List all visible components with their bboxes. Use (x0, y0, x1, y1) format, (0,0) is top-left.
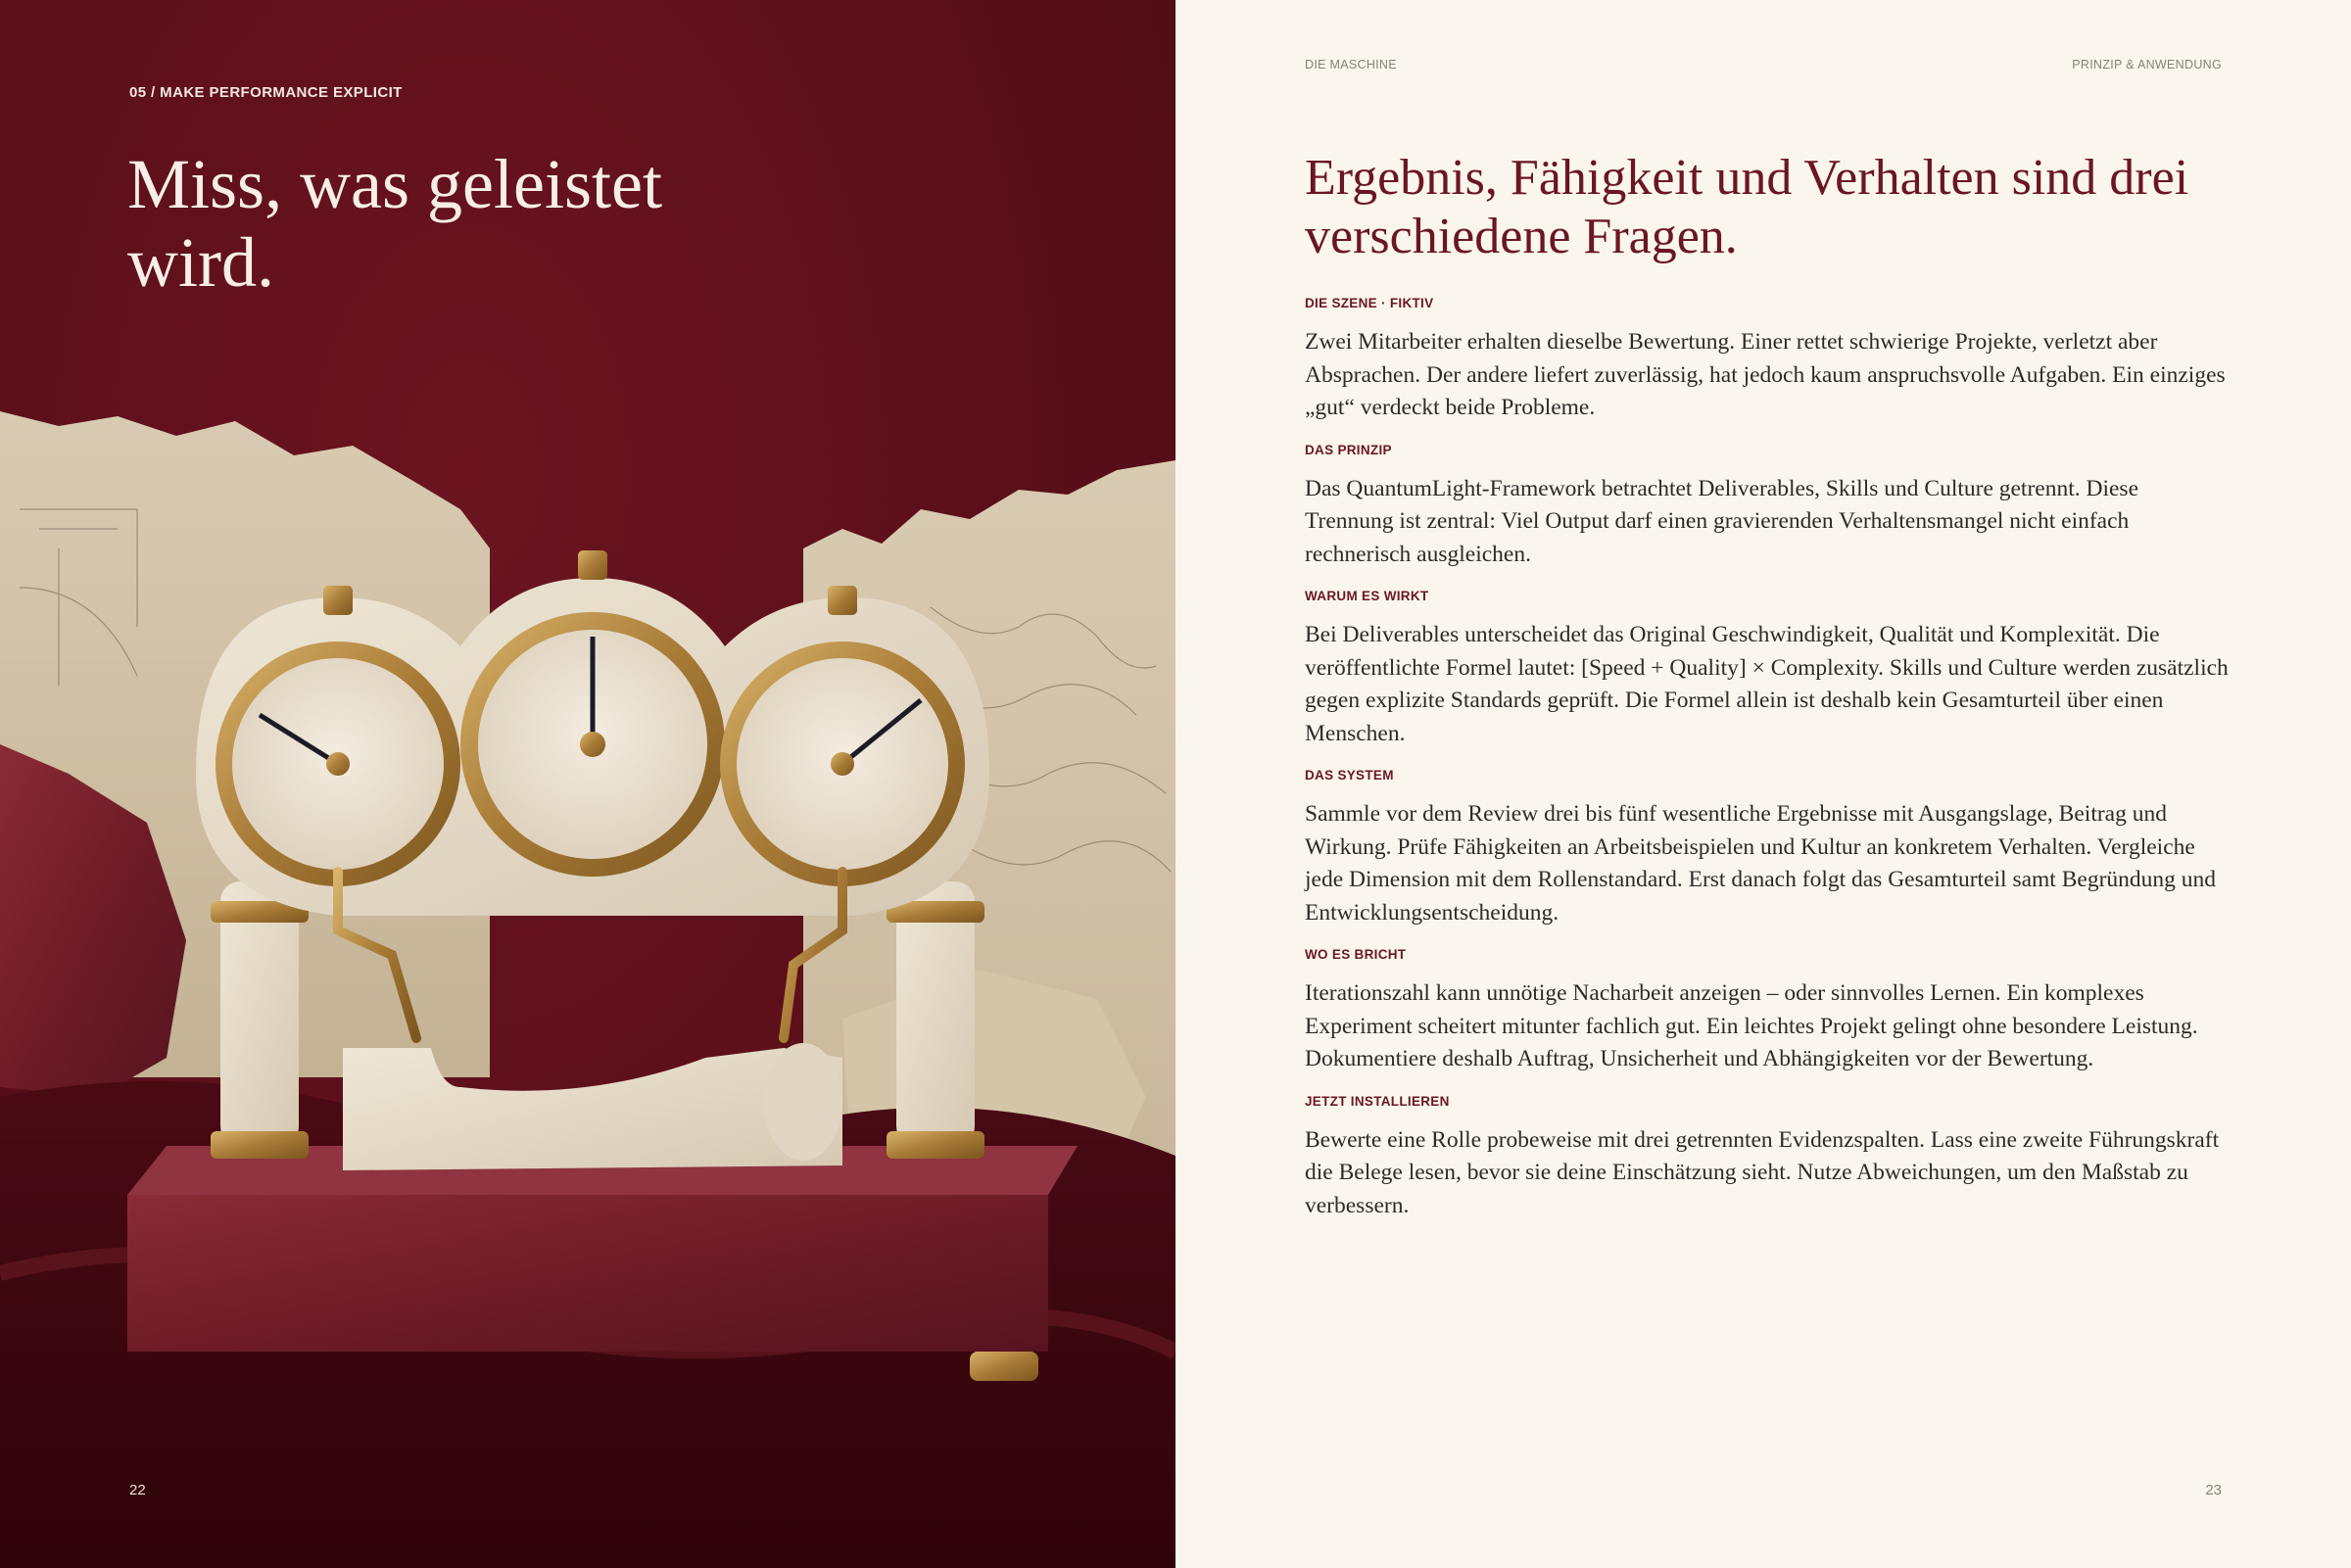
section-label: DAS PRINZIP (1305, 442, 1392, 457)
section-label: DAS SYSTEM (1305, 768, 1394, 783)
gauge-right (720, 641, 965, 886)
section-body: Bei Deliverables unterscheidet das Original Geschwindigkeit, Qualität und Komplexität. Die veröffentlichte Formel lautet: [Speed + Quality] × Complexity. Skills und Culture werden zusätzlich gegen explizite Standards geprüft. Die Formel allein ist deshalb kein Gesamturteil über einen Menschen. (1305, 622, 2229, 746)
page-number-left: 22 (129, 1482, 146, 1498)
section-body: Das QuantumLight-Framework betrachtet Deliverables, Skills und Culture getrennt. Diese Trennung ist zentral: Viel Output darf einen gravierenden Verhaltensmangel nicht einfach rechnerisch ausgleichen. (1305, 475, 2139, 567)
running-head-right: PRINZIP & ANWENDUNG (2072, 58, 2222, 71)
section-system (1305, 768, 2230, 929)
section-label: WO ES BRICHT (1305, 947, 1407, 962)
chapter-headline: Miss, was geleistet wird. (127, 145, 662, 302)
section-principle (1305, 443, 2230, 572)
section-body: Bewerte eine Rolle probeweise mit drei getrennten Evidenzspalten. Lass eine zweite Führungskraft die Belege lesen, bevor sie deine Einschätzung sieht. Nutze Abweichungen, um den Maßstab zu verbessern. (1305, 1126, 2220, 1218)
right-page (1176, 0, 2351, 1568)
section-install (1305, 1094, 2230, 1223)
section-body: Sammle vor dem Review drei bis fünf wesentliche Ergebnisse mit Ausgangslage, Beitrag und Wirkung. Prüfe Fähigkeiten an Arbeitsbeispielen und Kultur an konkretem Verhalten. Vergleiche jede Dimension mit dem Rollenstandard. Erst danach folgt das Gesamturteil samt Begründung und Entwicklungsentscheidung. (1305, 801, 2217, 926)
gauge-left (216, 641, 460, 886)
section-body: Zwei Mitarbeiter erhalten dieselbe Bewertung. Einer rettet schwierige Projekte, verletzt aber Absprachen. Der andere liefert zuverlässig, hat jedoch kaum anspruchsvolle Aufgaben. Ein einziges „gut“ verdeckt beide Probleme. (1305, 329, 2226, 420)
section-why (1305, 589, 2230, 750)
section-label: DIE SZENE · FIKTIV (1305, 296, 1434, 310)
article-content (1305, 149, 2230, 1240)
article-title: Ergebnis, Fähigkeit und Verhalten sind drei verschiedene Fragen. (1305, 150, 2189, 264)
page-number-right: 23 (2205, 1482, 2222, 1498)
chapter-eyebrow: 05 / MAKE PERFORMANCE EXPLICIT (129, 84, 403, 101)
section-scene (1305, 296, 2230, 425)
red-marble-block (127, 1195, 1048, 1352)
section-body: Iterationszahl kann unnötige Nacharbeit anzeigen – oder sinnvolles Lernen. Ein komplexes Experiment scheitert mitunter fachlich gut. Ein leichtes Projekt gelingt ohne besondere Leistung. Dokumentiere deshalb Auftrag, Unsicherheit und Abhängigkeiten vor der Bewertung. (1305, 980, 2198, 1071)
gauge-center (460, 612, 725, 877)
section-label: WARUM ES WIRKT (1305, 589, 1429, 603)
section-breaks (1305, 947, 2230, 1076)
running-head-left: DIE MASCHINE (1305, 58, 1397, 71)
section-label: JETZT INSTALLIEREN (1305, 1093, 1450, 1109)
